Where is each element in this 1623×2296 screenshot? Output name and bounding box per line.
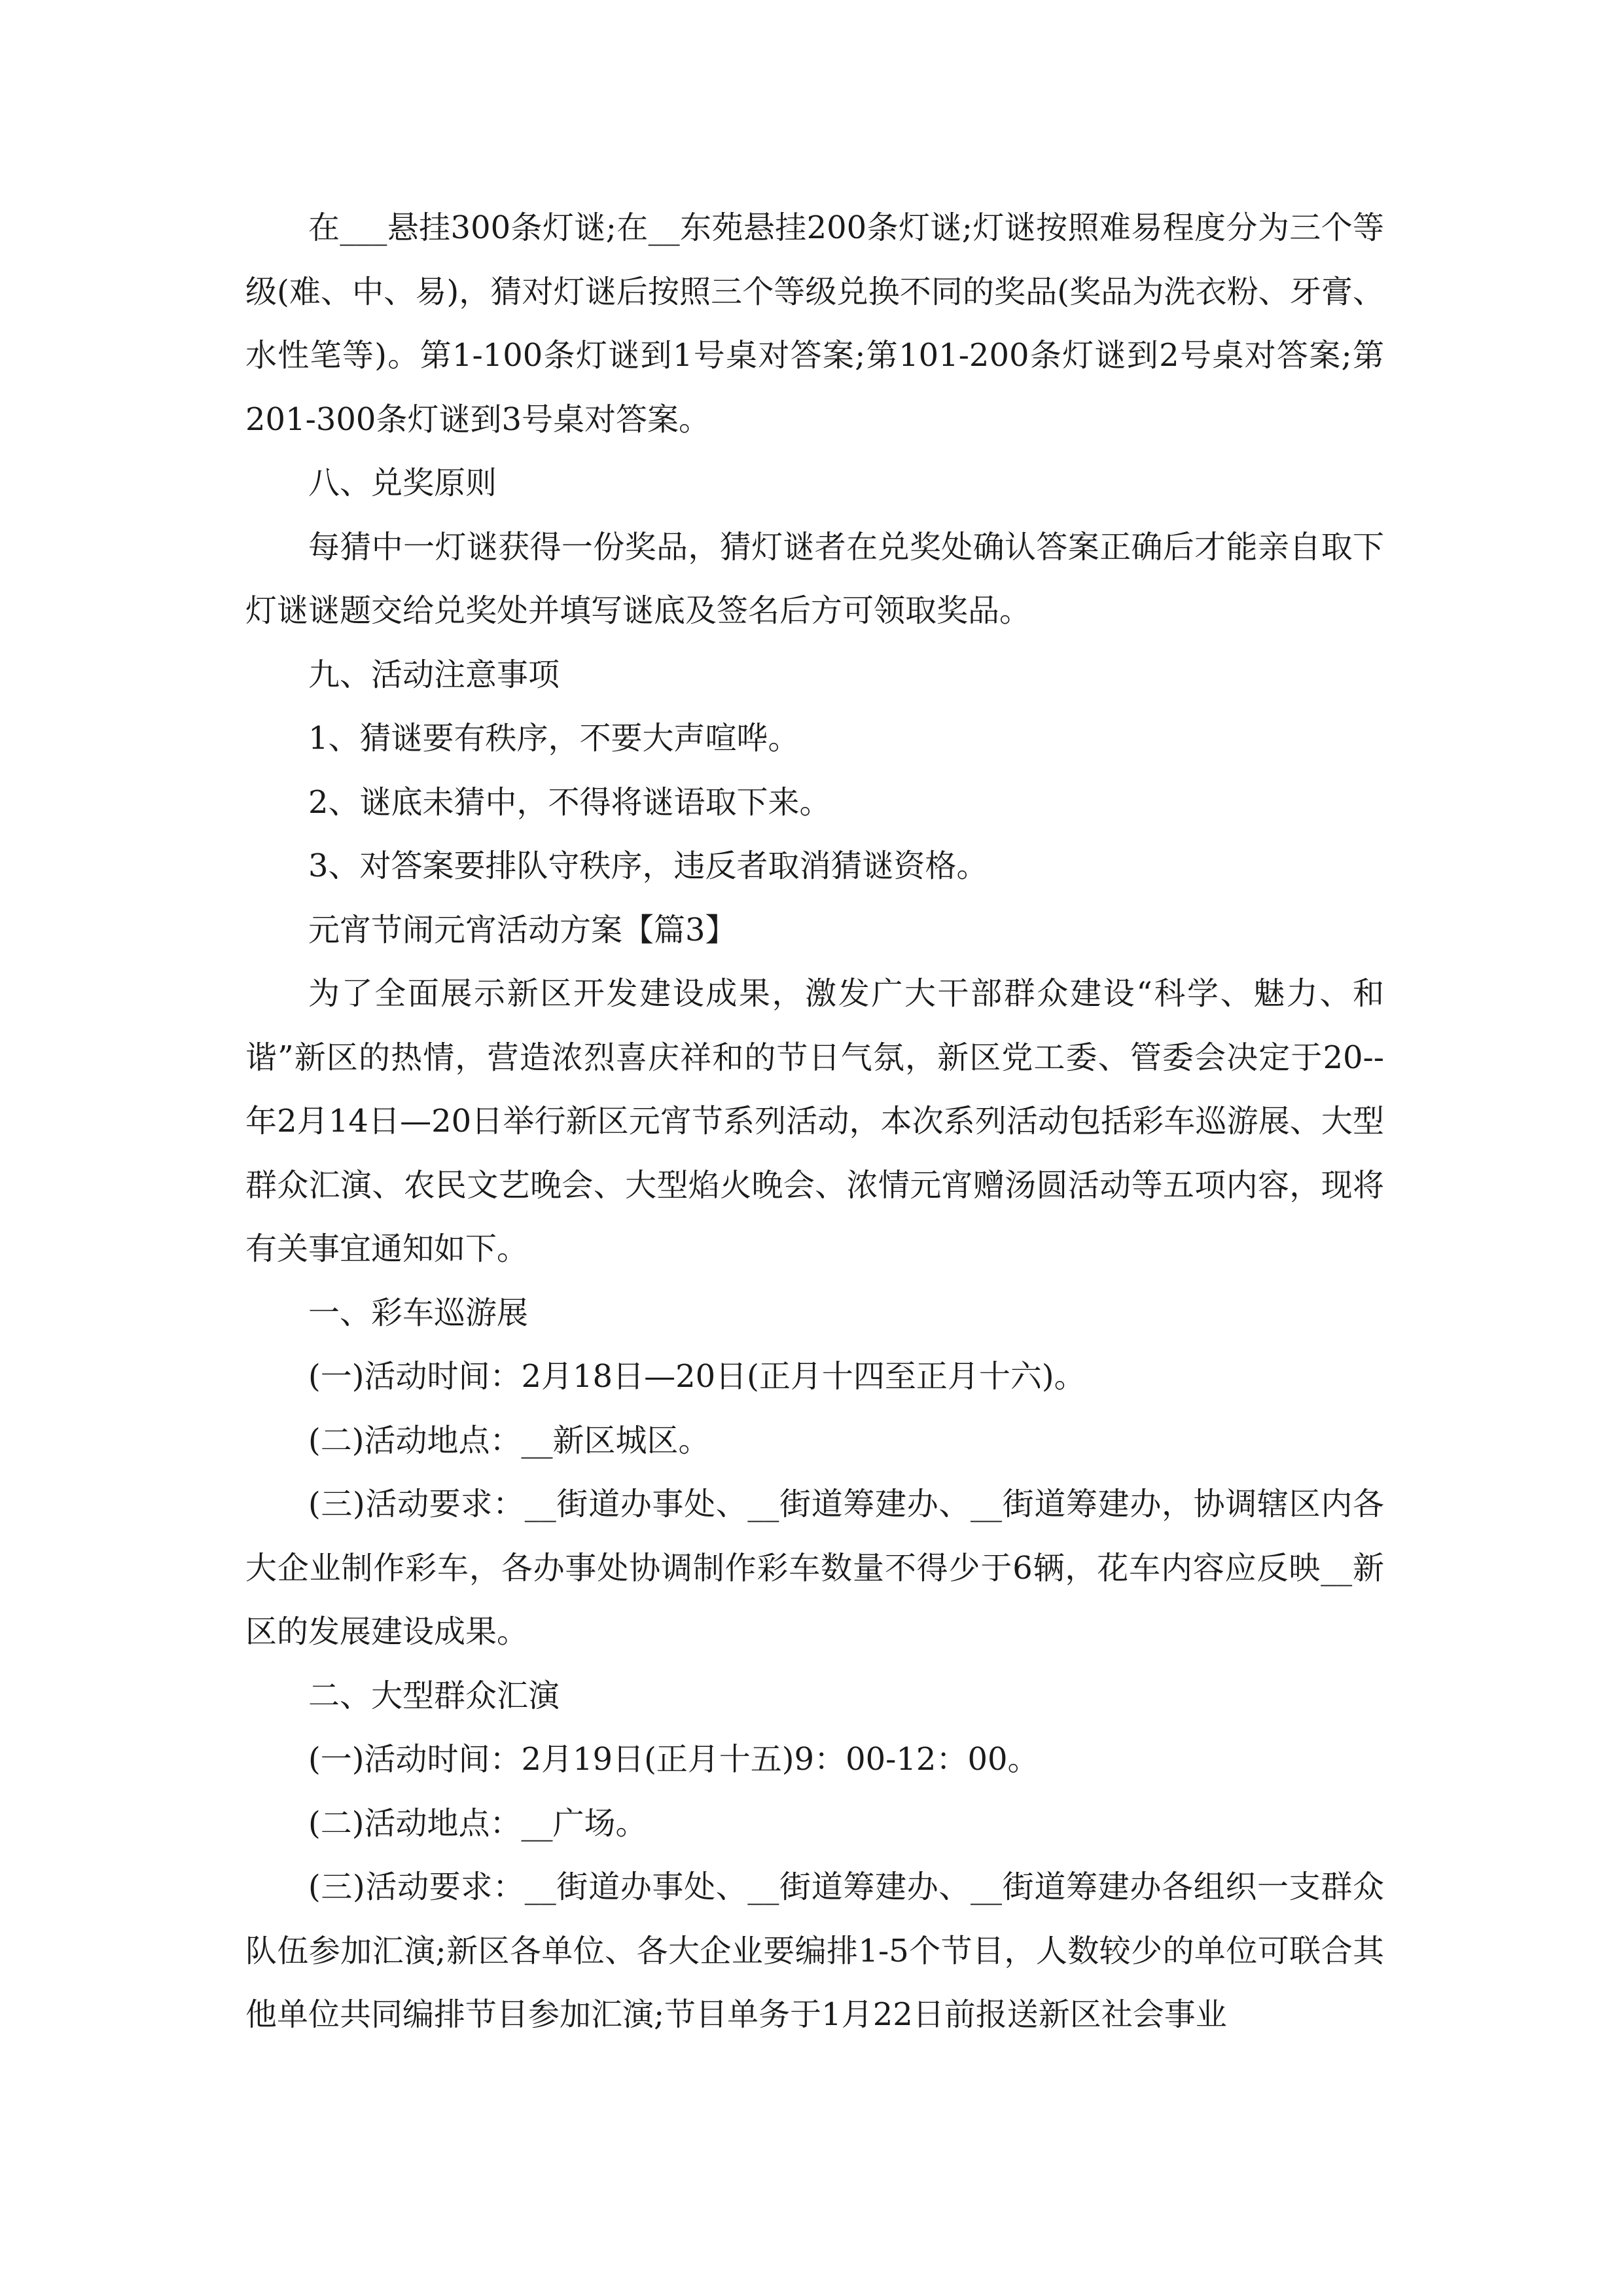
paragraph-prize-rules: 每猜中一灯谜获得一份奖品，猜灯谜者在兑奖处确认答案正确后才能亲自取下灯谜谜题交给兑奖处并填写谜底及签名后方可领取奖品。 [245, 528, 1384, 629]
list-item-notice-2: 2、谜底未猜中，不得将谜语取下来。 [308, 783, 831, 821]
paragraph-lantern-riddles: 在___悬挂300条灯谜;在__东苑悬挂200条灯谜;灯谜按照难易程度分为三个等级(难、中、易)，猜对灯谜后按照三个等级兑换不同的奖品(奖品为洗衣粉、牙膏、水性笔等)。第1-100条灯谜到1号桌对答案;第101-200条灯谜到2号桌对答案;第201-300条灯谜到3号桌对答案。 [245, 209, 1384, 438]
parade-location: (二)活动地点：__新区城区。 [308, 1422, 710, 1459]
paragraph-introduction: 为了全面展示新区开发建设成果，激发广大干部群众建设“科学、魅力、和谐”新区的热情，营造浓烈喜庆祥和的节日气氛，新区党工委、管委会决定于20--年2月14日—20日举行新区元宵节系列活动，本次系列活动包括彩车巡游展、大型群众汇演、农民文艺晚会、大型焰火晚会、浓情元宵赠汤圆活动等五项内容，现将有关事宜通知如下。 [245, 975, 1384, 1267]
performance-requirements: (三)活动要求：__街道办事处、__街道筹建办、__街道筹建办各组织一支群众队伍参加汇演;新区各单位、各大企业要编排1-5个节目，人数较少的单位可联合其他单位共同编排节目参加汇演;节目单务于1月22日前报送新区社会事业 [245, 1869, 1384, 2033]
parade-requirements: (三)活动要求：__街道办事处、__街道筹建办、__街道筹建办，协调辖区内各大企业制作彩车，各办事处协调制作彩车数量不得少于6辆，花车内容应反映__新区的发展建设成果。 [245, 1486, 1384, 1650]
document-body [245, 196, 1384, 2047]
performance-location: (二)活动地点：__广场。 [308, 1804, 647, 1842]
heading-section-9: 九、活动注意事项 [308, 656, 560, 693]
performance-time: (一)活动时间：2月19日(正月十五)9：00-12：00。 [308, 1741, 1039, 1778]
heading-section-8: 八、兑奖原则 [308, 465, 497, 501]
list-item-notice-1: 1、猜谜要有秩序，不要大声喧哗。 [308, 720, 800, 757]
list-item-notice-3: 3、对答案要排队守秩序，违反者取消猜谜资格。 [308, 848, 988, 884]
article-title-part-3: 元宵节闹元宵活动方案【篇3】 [308, 911, 737, 948]
heading-mass-performance: 二、大型群众汇演 [308, 1677, 560, 1714]
parade-time: (一)活动时间：2月18日—20日(正月十四至正月十六)。 [308, 1358, 1086, 1395]
heading-float-parade: 一、彩车巡游展 [308, 1294, 529, 1331]
